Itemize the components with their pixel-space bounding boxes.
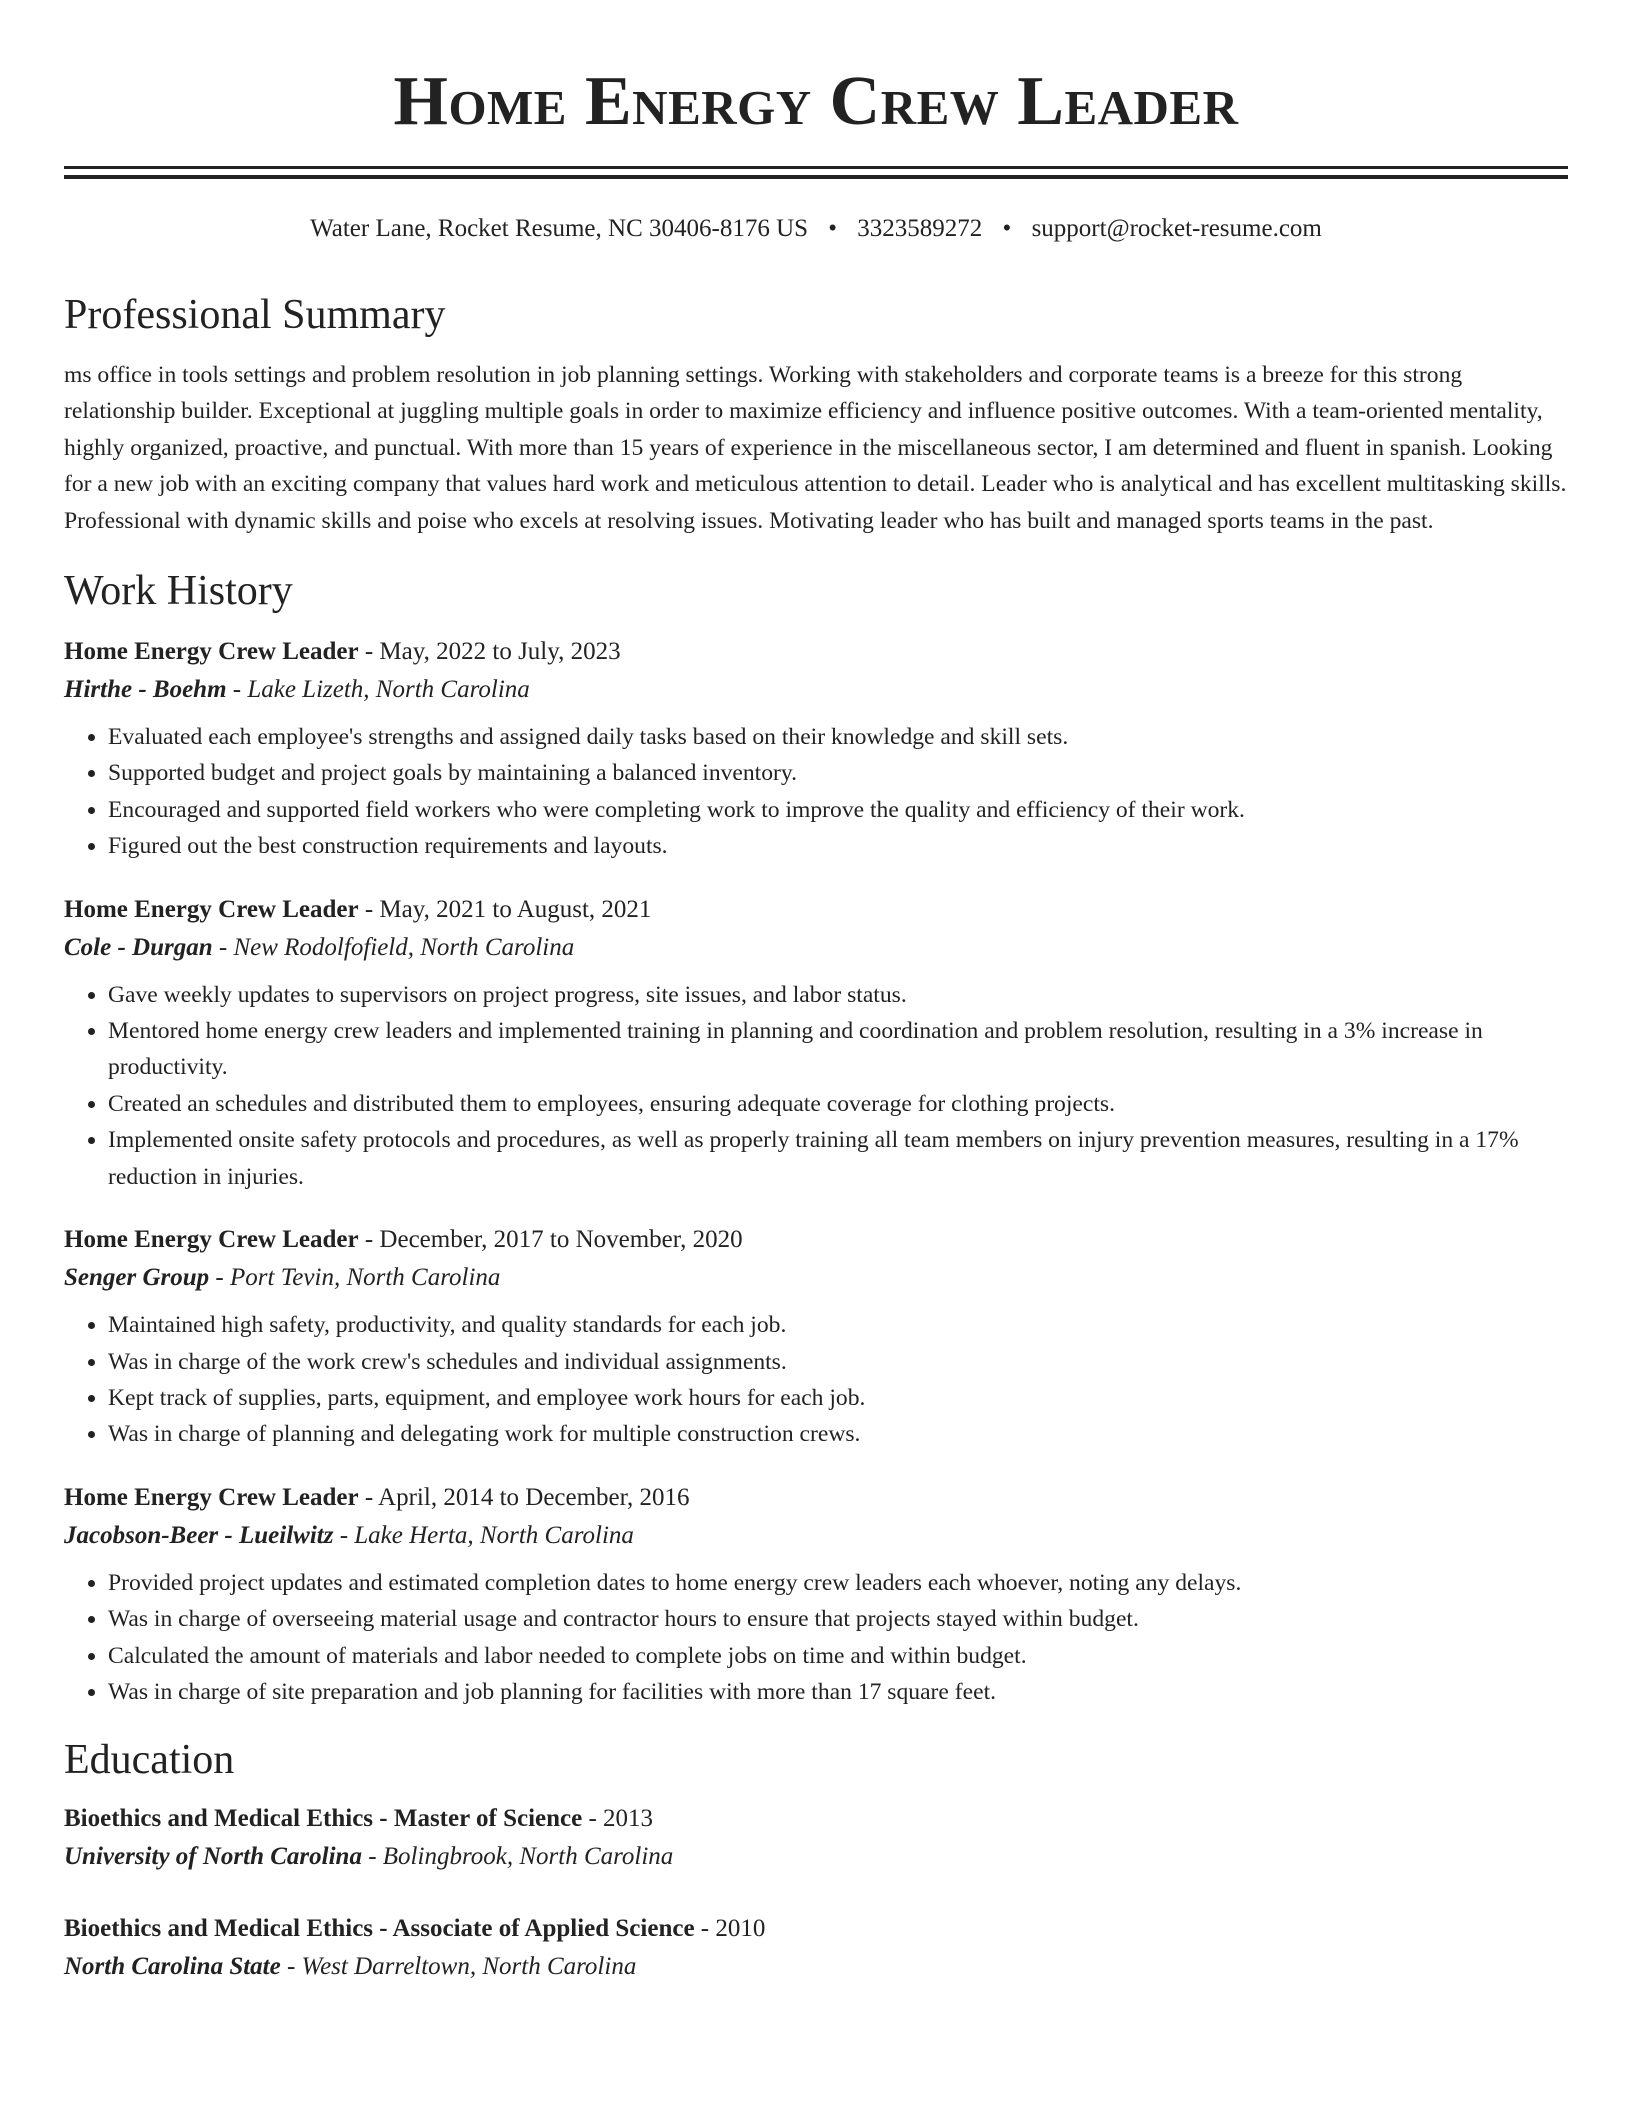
education-degree: Bioethics and Medical Ethics - Master of Science [64, 1805, 583, 1833]
job-header [64, 1479, 1568, 1517]
job-bullet: • Encouraged and supported field workers who were completing work to improve the quality and efficiency of their work. [108, 792, 1568, 828]
header-divider-thin [64, 166, 1568, 169]
education-school-line [64, 1838, 1568, 1876]
contact-line [64, 211, 1568, 247]
job-header [64, 633, 1568, 671]
education-entry [64, 1800, 1568, 1876]
job-company: Senger Group [64, 1264, 210, 1292]
job-role: Home Energy Crew Leader [64, 895, 359, 923]
job-bullet: • Was in charge of overseeing material usage and contractor hours to ensure that projects stayed within budget. [108, 1601, 1568, 1637]
contact-phone: 3323589272 [857, 215, 983, 242]
resume-name: Home Energy Crew Leader [393, 63, 1239, 140]
job-bullet: • Supported budget and project goals by maintaining a balanced inventory. [108, 755, 1568, 791]
contact-email: support@rocket-resume.com [1031, 215, 1322, 242]
job-role: Home Energy Crew Leader [64, 638, 359, 666]
job-bullet: • Evaluated each employee's strengths and assigned daily tasks based on their knowledge and skill sets. [108, 719, 1568, 755]
job-bullet: • Was in charge of planning and delegating work for multiple construction crews. [108, 1416, 1568, 1452]
job-bullets [64, 719, 1568, 865]
job-employer [64, 929, 1568, 967]
education-school-line [64, 1948, 1568, 1986]
education-year: - 2013 [582, 1805, 654, 1833]
education-school: University of North Carolina [64, 1843, 362, 1871]
job-role: Home Energy Crew Leader [64, 1483, 359, 1511]
education-heading: Education [64, 1737, 235, 1784]
work-history-heading: Work History [64, 568, 293, 615]
job-dates: - May, 2021 to August, 2021 [358, 895, 652, 923]
job-bullet: • Maintained high safety, productivity, and quality standards for each job. [108, 1307, 1568, 1343]
contact-separator: • [1002, 215, 1012, 242]
job-bullets [64, 1565, 1568, 1711]
job-company: Hirthe - Boehm [64, 676, 227, 704]
job-entry [64, 891, 1568, 1195]
job-bullet: • Calculated the amount of materials and labor needed to complete jobs on time and within budget. [108, 1638, 1568, 1674]
job-company: Cole - Durgan [64, 933, 213, 961]
header-divider-thick [64, 175, 1568, 179]
job-bullet: • Figured out the best construction requirements and layouts. [108, 828, 1568, 864]
job-dates: - April, 2014 to December, 2016 [358, 1483, 690, 1511]
education-location: - West Darreltown, North Carolina [280, 1953, 637, 1981]
job-entry [64, 1479, 1568, 1711]
job-location: - Lake Herta, North Carolina [333, 1521, 634, 1549]
education-year: - 2010 [694, 1915, 766, 1943]
education-header [64, 1910, 1568, 1948]
job-entry [64, 633, 1568, 865]
contact-address: Water Lane, Rocket Resume, NC 30406-8176 US [310, 215, 809, 242]
education-location: - Bolingbrook, North Carolina [361, 1843, 674, 1871]
summary-heading: Professional Summary [64, 292, 446, 338]
job-bullet: • Mentored home energy crew leaders and implemented training in planning and coordination and problem resolution, resulting in a 3% increase in productivity. [108, 1013, 1568, 1086]
job-bullet: • Was in charge of the work crew's schedules and individual assignments. [108, 1344, 1568, 1380]
summary-text: ms office in tools settings and problem resolution in job planning settings. Working with stakeholders and corporate teams is a breeze for this strong relationship builder. Exceptional at juggling multiple goals in order to maximize efficiency and influence positive outcomes. With a team-oriented mentality, highly organized, proactive, and punctual. With more than 15 years of experience in the miscellaneous sector, I am determined and fluent in spanish. Looking for a new job with an exciting company that values hard work and meticulous attention to detail. Leader who is analytical and has excellent multitasking skills. Professional with dynamic skills and poise who excels at resolving issues. Motivating leader who has built and managed sports teams in the past. [64, 362, 1567, 534]
job-entry [64, 1221, 1568, 1453]
job-bullets [64, 1307, 1568, 1453]
job-dates: - December, 2017 to November, 2020 [358, 1226, 743, 1254]
job-bullet: • Was in charge of site preparation and job planning for facilities with more than 17 square feet. [108, 1674, 1568, 1710]
job-bullet: • Provided project updates and estimated completion dates to home energy crew leaders each whoever, noting any delays. [108, 1565, 1568, 1601]
job-employer [64, 1259, 1568, 1297]
job-bullet: • Created an schedules and distributed them to employees, ensuring adequate coverage for clothing projects. [108, 1086, 1568, 1122]
job-company: Jacobson-Beer - Lueilwitz [64, 1521, 334, 1549]
job-role: Home Energy Crew Leader [64, 1226, 359, 1254]
job-header [64, 891, 1568, 929]
job-bullet: • Gave weekly updates to supervisors on project progress, site issues, and labor status. [108, 977, 1568, 1013]
job-bullets [64, 977, 1568, 1195]
job-location: - Port Tevin, North Carolina [209, 1264, 501, 1292]
contact-separator: • [828, 215, 838, 242]
education-school: North Carolina State [64, 1953, 281, 1981]
education-degree: Bioethics and Medical Ethics - Associate of Applied Science [64, 1915, 695, 1943]
job-location: - Lake Lizeth, North Carolina [226, 676, 530, 704]
job-employer [64, 1517, 1568, 1555]
education-header [64, 1800, 1568, 1838]
job-header [64, 1221, 1568, 1259]
job-bullet: • Implemented onsite safety protocols and procedures, as well as properly training all team members on injury prevention measures, resulting in a 17% reduction in injuries. [108, 1122, 1568, 1195]
education-entry [64, 1910, 1568, 1986]
job-dates: - May, 2022 to July, 2023 [358, 638, 621, 666]
job-bullet: • Kept track of supplies, parts, equipment, and employee work hours for each job. [108, 1380, 1568, 1416]
job-location: - New Rodolfofield, North Carolina [212, 933, 575, 961]
job-employer [64, 671, 1568, 709]
